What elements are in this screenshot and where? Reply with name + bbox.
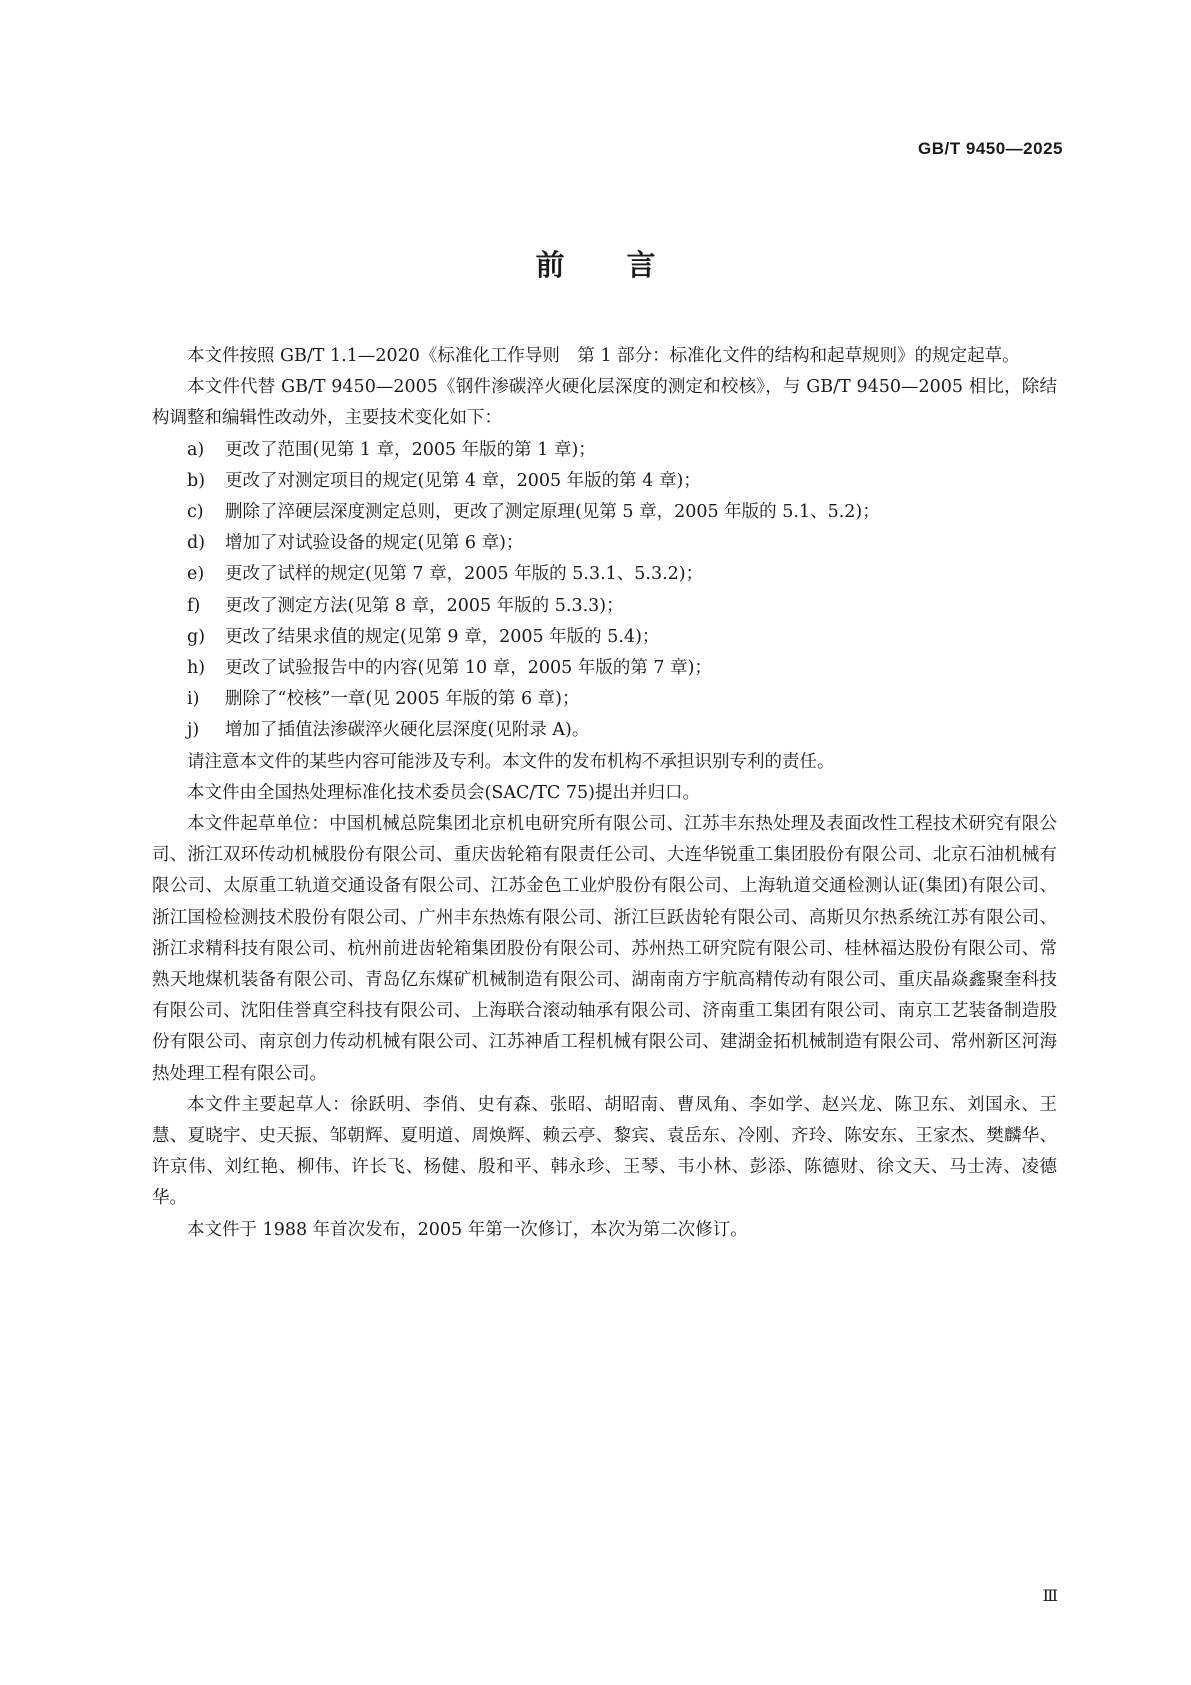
- list-item: [152, 528, 1057, 559]
- list-text: 删除了淬硬层深度测定总则，更改了测定原理(见第 5 章，2005 年版的 5.1、5.2)；: [225, 502, 880, 523]
- foreword-body: [152, 341, 1057, 1246]
- list-item: [152, 466, 1057, 497]
- list-text: 删除了“校核”一章(见 2005 年版的第 6 章)；: [225, 689, 580, 710]
- paragraph-drafting-units: 本文件起草单位：中国机械总院集团北京机电研究所有限公司、江苏丰东热处理及表面改性工程技术研究有限公司、浙江双环传动机械股份有限公司、重庆齿轮箱有限责任公司、大连华锐重工集团股份有限公司、北京石油机械有限公司、太原重工轨道交通设备有限公司、江苏金色工业炉股份有限公司、上海轨道交通检测认证(集团)有限公司、浙江国检检测技术股份有限公司、广州丰东热炼有限公司、浙江巨跃齿轮有限公司、高斯贝尔热系统江苏有限公司、浙江求精科技有限公司、杭州前进齿轮箱集团股份有限公司、苏州热工研究院有限公司、桂林福达股份有限公司、常熟天地煤机装备有限公司、青岛亿东煤矿机械制造有限公司、湖南南方宇航高精传动有限公司、重庆晶焱鑫聚奎科技有限公司、沈阳佳誉真空科技有限公司、上海联合滚动轴承有限公司、济南重工集团有限公司、南京工艺装备制造股份有限公司、南京创力传动机械有限公司、江苏神盾工程机械有限公司、建湖金拓机械制造有限公司、常州新区河海热处理工程有限公司。: [152, 814, 1057, 1084]
- list-marker: c): [187, 502, 204, 523]
- list-item: [152, 715, 1057, 746]
- list-marker: i): [187, 689, 200, 710]
- list-text: 更改了对测定项目的规定(见第 4 章，2005 年版的第 4 章)；: [225, 470, 701, 491]
- list-text: 增加了对试验设备的规定(见第 6 章)；: [225, 533, 524, 554]
- list-text: 更改了测定方法(见第 8 章，2005 年版的 5.3.3)；: [225, 595, 624, 616]
- list-item: [152, 435, 1057, 466]
- list-item: [152, 591, 1057, 622]
- list-text: 更改了试样的规定(见第 7 章，2005 年版的 5.3.1、5.3.2)；: [225, 564, 704, 585]
- changes-list: [152, 435, 1057, 747]
- list-marker: d): [187, 533, 206, 554]
- list-marker: h): [187, 658, 206, 679]
- paragraph-replacement: 本文件代替 GB/T 9450—2005《钢件渗碳淬火硬化层深度的测定和校核》，与 GB/T 9450—2005 相比，除结构调整和编辑性改动外，主要技术变化如下：: [152, 377, 1057, 429]
- paragraph-proposer: 本文件由全国热处理标准化技术委员会(SAC/TC 75)提出并归口。: [187, 782, 700, 803]
- list-text: 更改了范围(见第 1 章，2005 年版的第 1 章)；: [225, 439, 596, 460]
- list-text: 更改了结果求值的规定(见第 9 章，2005 年版的 5.4)；: [225, 626, 660, 647]
- list-marker: e): [187, 564, 205, 585]
- list-marker: g): [187, 626, 206, 647]
- list-text: 更改了试验报告中的内容(见第 10 章，2005 年版的第 7 章)；: [225, 658, 712, 679]
- list-item: [152, 497, 1057, 528]
- page-number: Ⅲ: [1042, 1586, 1058, 1605]
- title-char-2: 言: [626, 248, 656, 282]
- list-marker: f): [187, 595, 201, 616]
- list-item: [152, 653, 1057, 684]
- list-item: [152, 622, 1057, 653]
- list-item: [152, 684, 1057, 715]
- paragraph-drafters: 本文件主要起草人：徐跃明、李俏、史有森、张昭、胡昭南、曹凤角、李如学、赵兴龙、陈卫东、刘国永、王慧、夏晓宇、史天振、邹朝辉、夏明道、周焕辉、赖云亭、黎宾、袁岳东、冷刚、齐玲、陈安东、王家杰、樊麟华、许京伟、刘红艳、柳伟、许长飞、杨健、殷和平、韩永珍、王琴、韦小林、彭添、陈德财、徐文天、马士涛、凌德华。: [152, 1094, 1057, 1209]
- paragraph-drafting-rules: 本文件按照 GB/T 1.1—2020《标准化工作导则 第 1 部分：标准化文件的结构和起草规则》的规定起草。: [187, 346, 1020, 366]
- list-marker: b): [187, 470, 206, 491]
- standard-code: GB/T 9450—2025: [918, 139, 1063, 158]
- list-marker: a): [187, 439, 205, 460]
- title-char-1: 前: [535, 248, 565, 282]
- page-title: [0, 243, 1191, 284]
- paragraph-history: 本文件于 1988 年首次发布，2005 年第一次修订，本次为第二次修订。: [187, 1219, 748, 1240]
- list-text: 增加了插值法渗碳淬火硬化层深度(见附录 A)。: [225, 720, 590, 741]
- paragraph-patent-notice: 请注意本文件的某些内容可能涉及专利。本文件的发布机构不承担识别专利的责任。: [187, 751, 835, 772]
- list-item: [152, 559, 1057, 590]
- list-marker: j): [187, 720, 200, 741]
